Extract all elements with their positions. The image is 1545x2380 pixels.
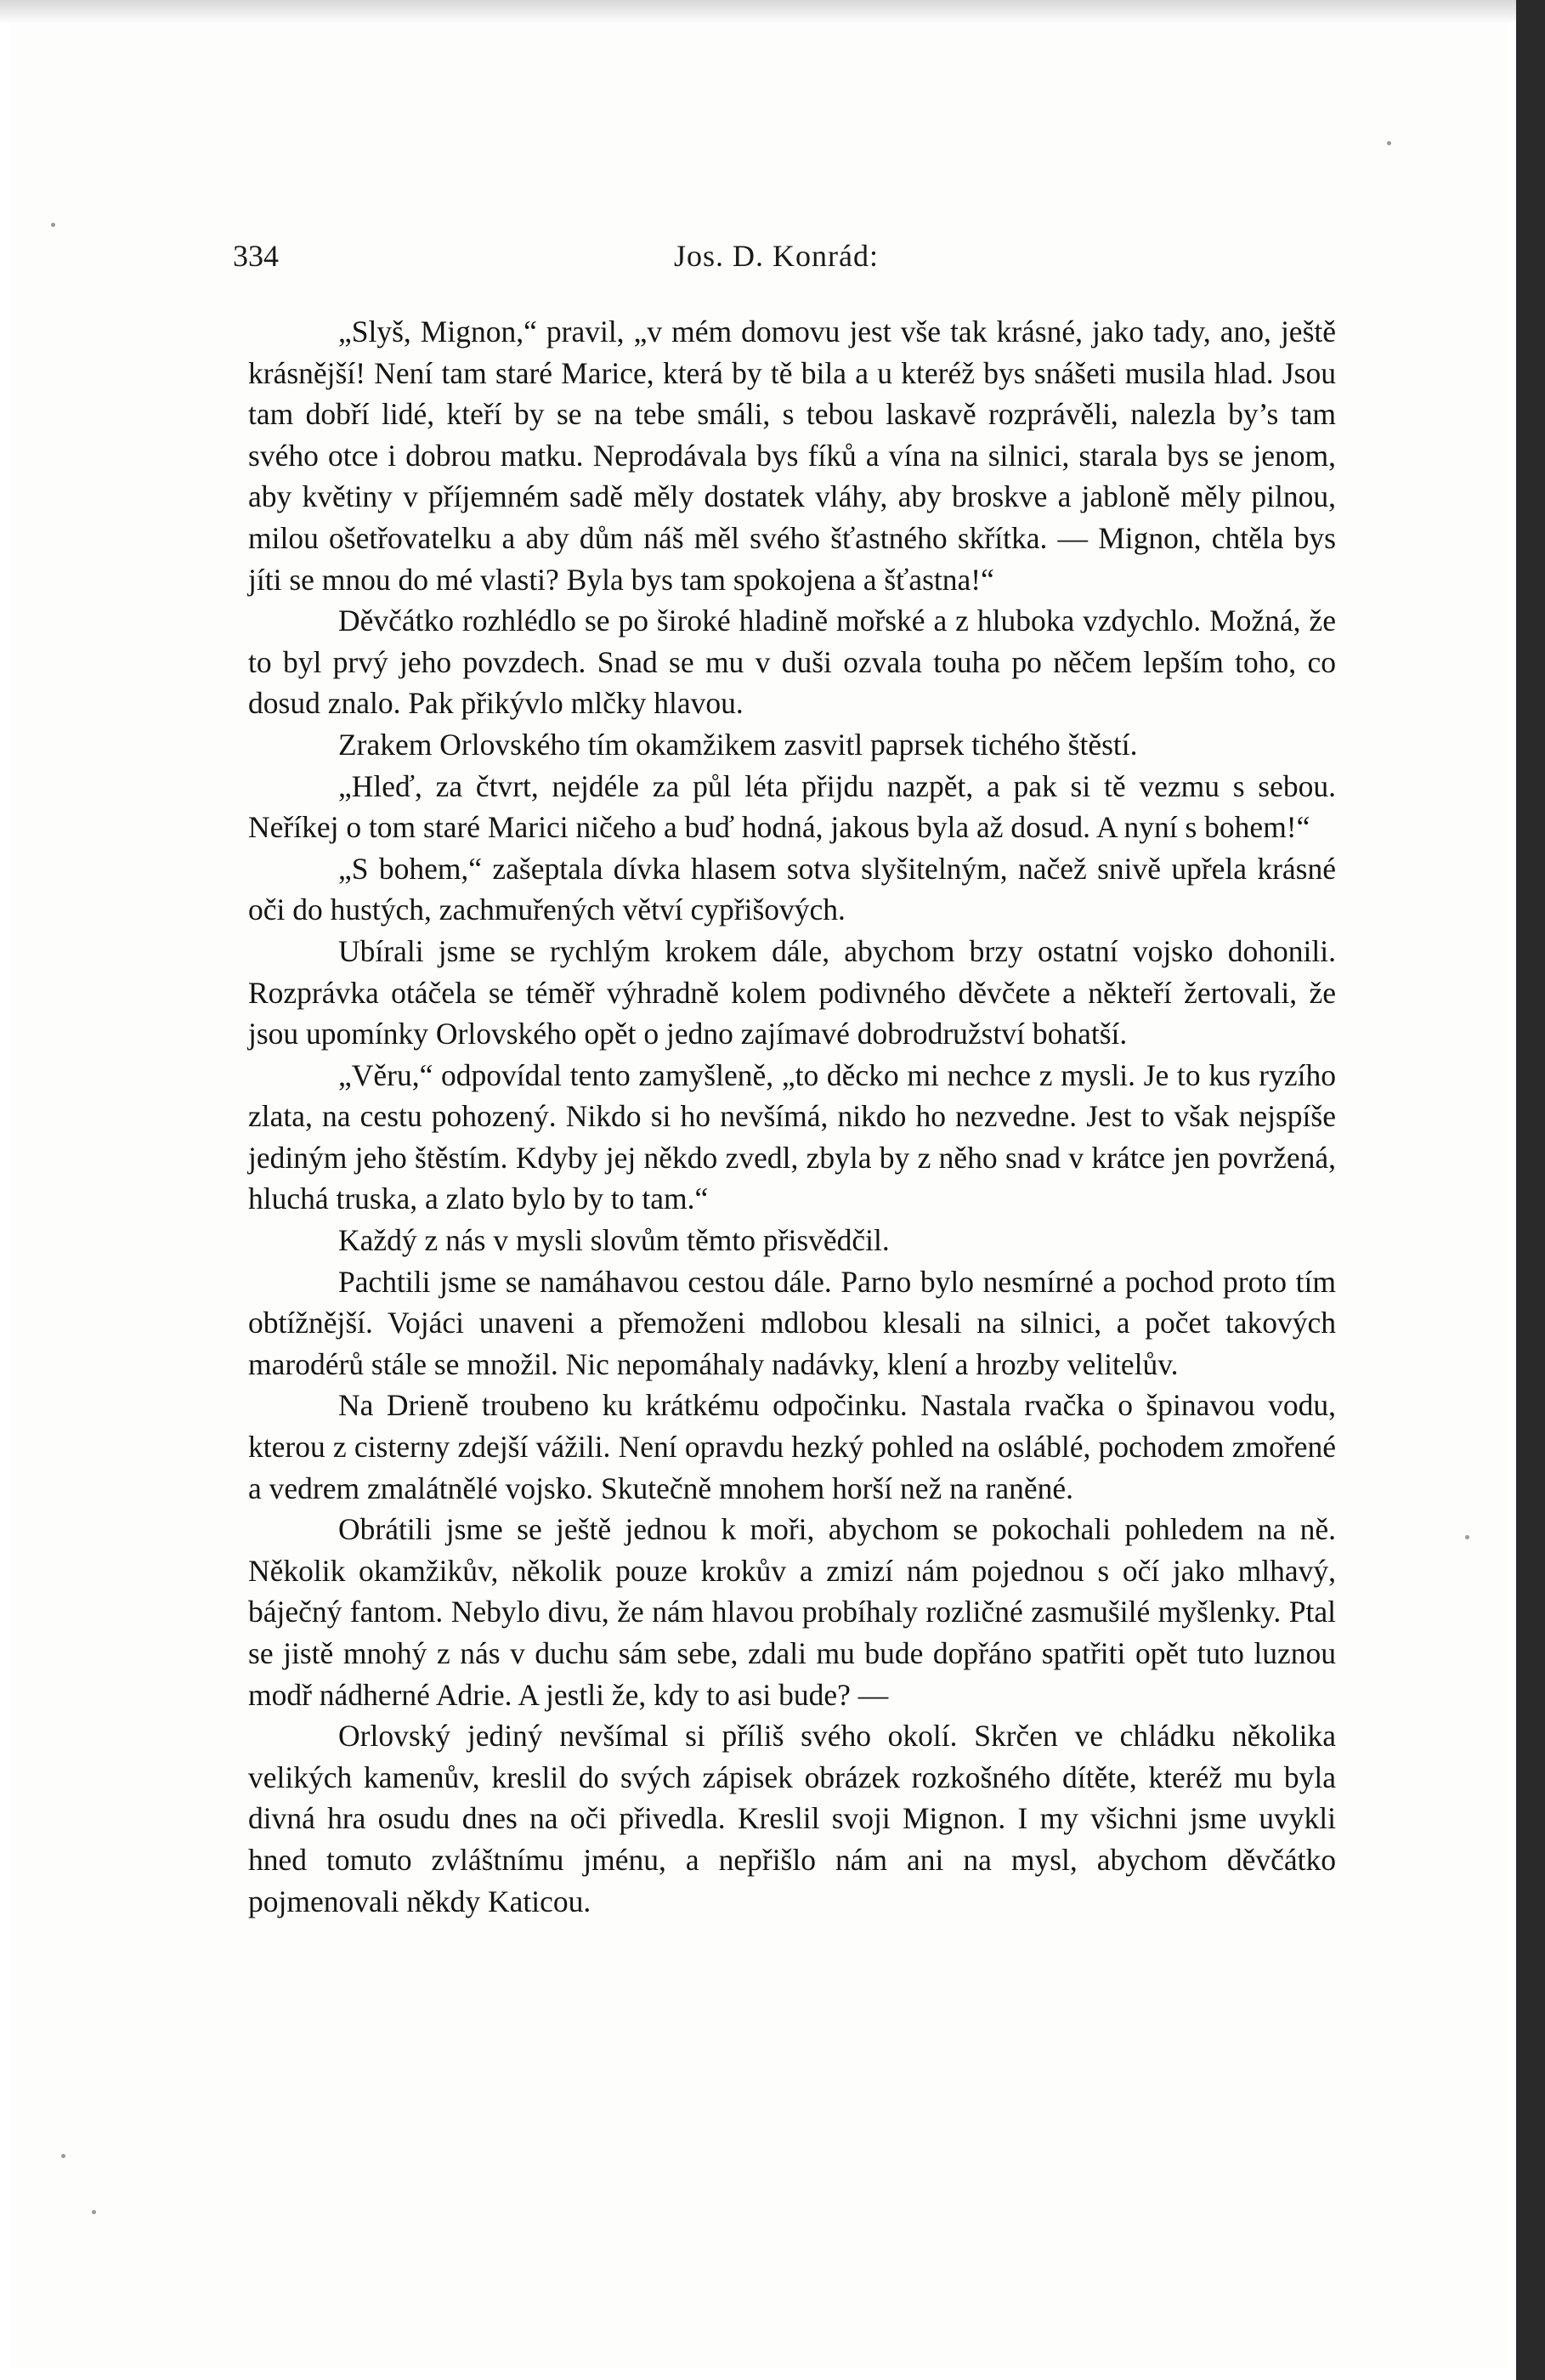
paragraph: Zrakem Orlovského tím okamžikem zasvitl paprsek tichého štěstí. (338, 727, 1138, 762)
book-page (10, 22, 1508, 2368)
scan-speck (1465, 1535, 1469, 1539)
body-text (248, 311, 1336, 1922)
running-head: Jos. D. Konrád: (674, 239, 879, 273)
paragraph: Orlovský jediný nevšímal si příliš svého okolí. Skrčen ve chládku několika velikých kamenův, kreslil do svých zápisek obrázek rozkošného dítěte, kteréž mu byla divná hra osudu dnes na oči přivedla. Kreslil svoji Mignon. I my všichni jsme uvykli hned tomuto zvláštnímu jménu, a nepřišlo nám ani na mysl, abychom děvčátko pojmenovali někdy Katicou. (248, 1719, 1336, 1918)
scan-speck (61, 2154, 65, 2158)
scan-speck (92, 2210, 96, 2214)
scan-speck (51, 223, 55, 227)
paragraph: „Hleď, za čtvrt, nejdéle za půl léta přijdu nazpět, a pak si tě vezmu s sebou. Neříkej o tom staré Marici ničeho a buď hodná, jakous byla až dosud. A nyní s bohem!“ (248, 768, 1336, 845)
paragraph: „Slyš, Mignon,“ pravil, „v mém domovu jest vše tak krásné, jako tady, ano, ještě krásnější! Není tam staré Marice, která by tě bila a u kteréž bys snášeti musila hlad. Jsou tam dobří lidé, kteří by se na tebe smáli, s tebou laskavě rozprávěli, nalezla by’s tam svého otce i dobrou matku. Neprodávala bys fíků a vína na silnici, starala bys se jenom, aby květiny v příjemném sadě měly dostatek vláhy, aby broskve a jabloně měly pilnou, milou ošetřovatelku a aby dům náš měl svého šťastného skřítka. — Mignon, chtěla bys jíti se mnou do mé vlasti? Byla bys tam spokojena a šťastna!“ (248, 314, 1336, 597)
paragraph: „S bohem,“ zašeptala dívka hlasem sotva slyšitelným, načež snivě upřela krásné oči do hustých, zachmuřených větví cypřišových. (248, 851, 1336, 927)
paragraph: Každý z nás v mysli slovům těmto přisvědčil. (338, 1223, 890, 1258)
paragraph: „Věru,“ odpovídal tento zamyšleně, „to děcko mi nechce z mysli. Je to kus ryzího zlata, na cestu pohozený. Nikdo si ho nevšímá, nikdo ho nezvedne. Jest to však nejspíše jediným jeho štěstím. Kdyby jej někdo zvedl, zbyla by z něho snad v krátce jen povržená, hluchá truska, a zlato bylo by to tam.“ (248, 1057, 1336, 1216)
scan-top-edge (0, 0, 1516, 22)
paragraph: Ubírali jsme se rychlým krokem dále, abychom brzy ostatní vojsko dohonili. Rozprávka otáčela se téměř výhradně kolem podivného děvčete a někteří žertovali, že jsou upomínky Orlovského opět o jedno zajímavé dobrodružství bohatší. (248, 933, 1336, 1051)
scan-speck (1387, 141, 1391, 145)
paragraph: Na Drieně troubeno ku krátkému odpočinku. Nastala rvačka o špinavou vodu, kterou z cisterny zdejší vážili. Není opravdu hezký pohled na osláblé, pochodem zmořené a vedrem zmalátnělé vojsko. Skutečně mnohem horší než na raněné. (248, 1388, 1336, 1505)
paragraph: Děvčátko rozhlédlo se po široké hladině mořské a z hluboka vzdychlo. Možná, že to byl prvý jeho povzdech. Snad se mu v duši ozvala touha po něčem lepším toho, co dosud znalo. Pak přikývlo mlčky hlavou. (248, 604, 1336, 721)
paragraph: Obrátili jsme se ještě jednou k moři, abychom se pokochali pohledem na ně. Několik okamžikův, několik pouze krokův a zmizí nám pojednou s očí jako mlhavý, báječný fantom. Nebylo divu, že nám hlavou probíhaly rozličné zasmušilé myšlenky. Ptal se jistě mnohý z nás v duchu sám sebe, zdali mu bude dopřáno spatřiti opět tuto luznou modř nádherné Adrie. A jestli že, kdy to asi bude? — (248, 1512, 1336, 1712)
page-header (233, 238, 1338, 272)
scan-right-edge (1516, 0, 1545, 2380)
paragraph: Pachtili jsme se namáhavou cestou dále. Parno bylo nesmírné a pochod proto tím obtížnější. Vojáci unaveni a přemoženi mdlobou klesali na silnici, a počet takových marodérů stále se množil. Nic nepomáhaly nadávky, klení a hrozby velitelův. (248, 1264, 1336, 1381)
page-number: 334 (233, 239, 279, 273)
